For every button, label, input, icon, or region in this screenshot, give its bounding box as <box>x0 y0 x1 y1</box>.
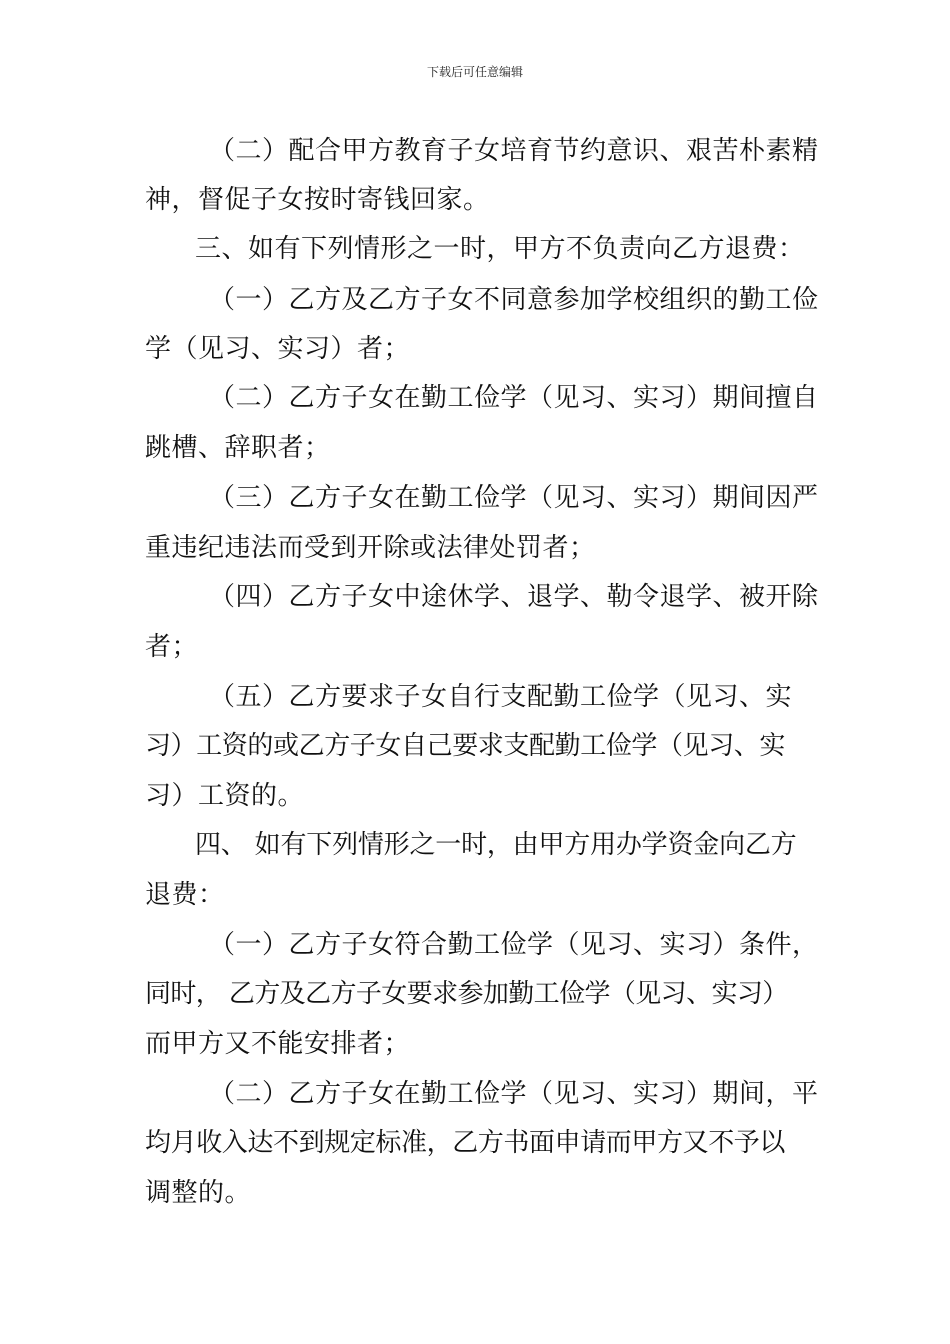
text-line: 习）工资的或乙方子女自己要求支配勤工俭学（见习、实 <box>145 731 786 761</box>
text-line: （四）乙方子女中途休学、退学、勒令退学、被开除 <box>209 582 819 612</box>
text-line: 退费： <box>145 880 225 910</box>
text-line: （五）乙方要求子女自行支配勤工俭学（见习、实 <box>209 682 793 712</box>
text-line: （一）乙方子女符合勤工俭学（见习、实习）条件， <box>209 930 819 960</box>
header-note: 下载后可任意编辑 <box>426 65 523 79</box>
text-line: 四、 如有下列情形之一时，由甲方用办学资金向乙方 <box>195 830 797 860</box>
text-line: 均月收入达不到规定标准，乙方书面申请而甲方又不予以 <box>145 1128 786 1158</box>
text-line: 神，督促子女按时寄钱回家。 <box>145 185 490 215</box>
text-line: 习）工资的。 <box>145 781 305 811</box>
text-line: 调整的。 <box>145 1178 252 1208</box>
text-line: 同时， 乙方及乙方子女要求参加勤工俭学（见习、实习） <box>145 979 788 1009</box>
text-line: 而甲方又不能安排者； <box>145 1029 411 1059</box>
text-line: 学（见习、实习）者； <box>145 334 411 364</box>
text-line: 重违纪违法而受到开除或法律处罚者； <box>145 533 596 563</box>
text-line: （二）乙方子女在勤工俭学（见习、实习）期间，平 <box>209 1079 819 1109</box>
text-line: 跳槽、辞职者； <box>145 433 331 463</box>
text-line: （二）乙方子女在勤工俭学（见习、实习）期间擅自 <box>209 383 819 413</box>
text-line: （二）配合甲方教育子女培育节约意识、艰苦朴素精 <box>209 136 819 166</box>
text-line: （三）乙方子女在勤工俭学（见习、实习）期间因严 <box>209 483 819 513</box>
text-line: 者； <box>145 632 199 662</box>
text-line: （一）乙方及乙方子女不同意参加学校组织的勤工俭 <box>209 285 819 315</box>
text-line: 三、如有下列情形之一时，甲方不负责向乙方退费： <box>195 234 805 264</box>
